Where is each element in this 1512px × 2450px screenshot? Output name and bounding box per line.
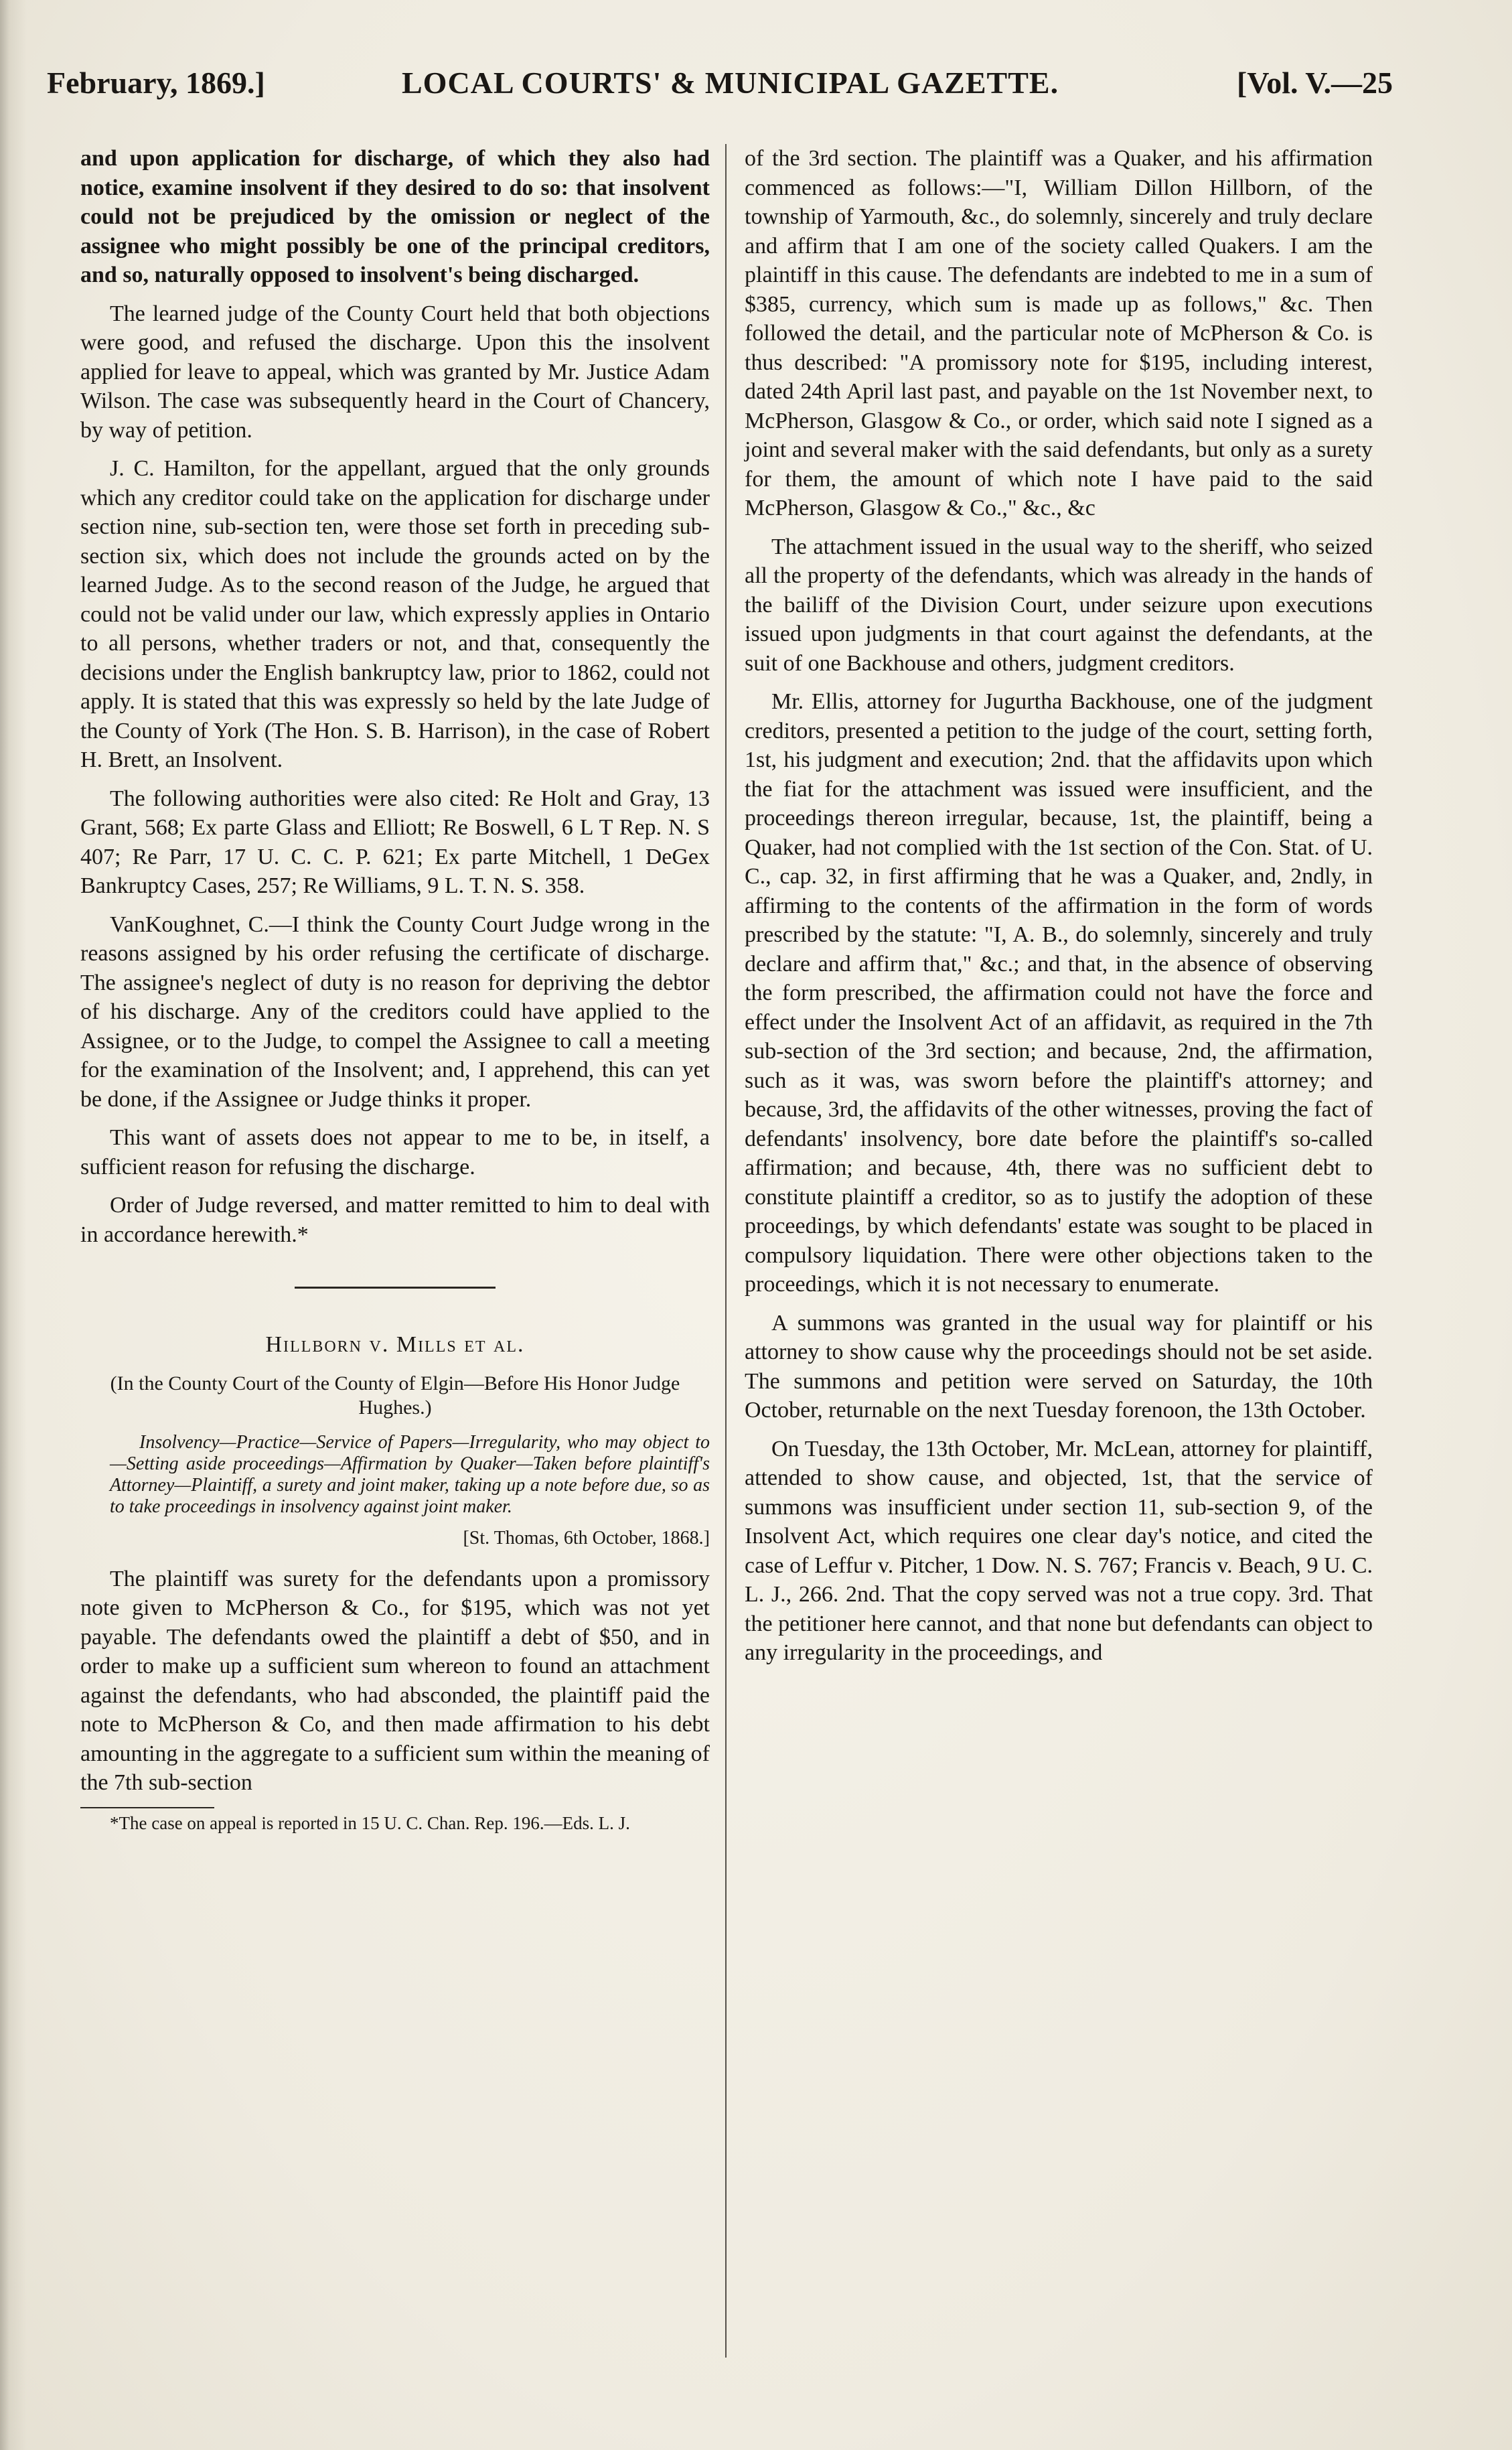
header-volume: [Vol. V.—25 bbox=[1236, 66, 1393, 100]
paragraph: The attachment issued in the usual way to the sheriff, who seized all the property of the defendants, which was already in the hands of the bailiff of the Division Court, under seizure upon executions issued upon judgments in that court against the defendants, at the suit of one Backhouse and others, judgment creditors. bbox=[745, 534, 1373, 676]
paragraph: This want of assets does not appear to me to be, in itself, a sufficient reason for refusing the discharge. bbox=[80, 1125, 710, 1179]
dateline: [St. Thomas, 6th October, 1868.] bbox=[463, 1527, 710, 1548]
footnote-rule bbox=[80, 1807, 214, 1808]
paragraph: The plaintiff was surety for the defendants upon a promissory note given to McPherson & Co., for $195, which was not yet payable. The defendants owed the plaintiff a debt of $50, and in order to make up a sufficient sum whereon to found an attachment against the defendants, who had absconded, the plaintiff paid the note to McPherson & Co, and then made affirmation to his debt amounting in the aggregate to a sufficient sum within the meaning of the 7th sub-section bbox=[80, 1566, 710, 1795]
paragraph: The following authorities were also cited: Re Holt and Gray, 13 Grant, 568; Ex parte Glass and Elliott; Re Boswell, 6 L T Rep. N. S 407; Re Parr, 17 U. C. C. P. 621; Ex parte Mitchell, 1 DeGex Bankruptcy Cases, 257; Re Williams, 9 L. T. N. S. 358. bbox=[80, 786, 710, 898]
paragraph: The learned judge of the County Court held that both objections were good, and refused the discharge. Upon this the insolvent applied for leave to appeal, which was granted by Mr. Justice Adam Wilson. The case was subsequently heard in the Court of Chancery, by way of petition. bbox=[80, 301, 710, 443]
paragraph: VanKoughnet, C.—I think the County Court Judge wrong in the reasons assigned by his order refusing the certificate of discharge. The assignee's neglect of duty is no reason for depriving the debtor of his discharge. Any of the creditors could have applied to the Assignee, or to the Judge, to compel the Assignee to call a meeting for the examination of the Insolvent; and, I apprehend, this can yet be done, if the Assignee or Judge thinks it proper. bbox=[80, 912, 710, 1112]
running-header bbox=[47, 59, 1393, 107]
paragraph: and upon application for discharge, of which they also had notice, examine insolvent if they desired to do so: that insolvent could not be prejudiced by the omission or neglect of the assignee who might possibly be one of the principal creditors, and so, naturally opposed to insolvent's being discharged. bbox=[80, 146, 710, 287]
paragraph: of the 3rd section. The plaintiff was a Quaker, and his affirmation commenced as follows:—"I, William Dillon Hillborn, of the township of Yarmouth, &c., do solemnly, sincerely and truly declare and affirm that I am one of the society called Quakers. I am the plaintiff in this cause. The defendants are indebted to me in a sum of $385, currency, which sum is made up as follows," &c. Then followed the detail, and the particular note of McPherson & Co. is thus described: "A promissory note for $195, including interest, dated 24th April last past, and payable on the 1st November next, to McPherson, Glasgow & Co., or order, which said note I signed as a joint and several maker with the said defendants, but only as a surety for them, the amount of which note I have paid to the said McPherson, Glasgow & Co.," &c., &c bbox=[745, 146, 1373, 520]
headnote: Insolvency—Practice—Service of Papers—Irregularity, who may object to—Setting aside proceedings—Affirmation by Quaker—Taken before plaintiff's Attorney—Plaintiff, a surety and joint maker, taking up a note before due, so as to take proceedings in insolvency against joint maker. bbox=[110, 1431, 710, 1517]
case-title: Hillborn v. Mills et al. bbox=[265, 1332, 525, 1357]
right-column bbox=[745, 144, 1373, 2368]
court-note: (In the County Court of the County of Elgin—Before His Honor Judge Hughes.) bbox=[110, 1372, 680, 1419]
footnote: *The case on appeal is reported in 15 U. C. Chan. Rep. 196.—Eds. L. J. bbox=[110, 1812, 630, 1833]
column-rule bbox=[725, 144, 727, 2358]
paragraph: On Tuesday, the 13th October, Mr. McLean, attorney for plaintiff, attended to show cause, and objected, 1st, that the service of summons was insufficient under section 11, sub-section 9, of the Insolvent Act, which requires one clear day's notice, and cited the case of Leffur v. Pitcher, 1 Dow. N. S. 767; Francis v. Beach, 9 U. C. L. J., 266. 2nd. That the copy served was not a true copy. 3rd. That the petitioner here cannot, and that none but defendants can object to any irregularity in the proceedings, and bbox=[745, 1436, 1373, 1665]
paragraph: J. C. Hamilton, for the appellant, argued that the only grounds which any creditor could take on the application for discharge under section nine, sub-section ten, were those set forth in preceding sub-section six, which does not include the grounds acted on by the learned Judge. As to the second reason of the Judge, he argued that could not be valid under our law, which expressly applies in Ontario to all persons, whether traders or not, and that, consequently the decisions under the English bankruptcy law, prior to 1862, could not apply. It is stated that this was expressly so held by the late Judge of the County of York (The Hon. S. B. Harrison), in the case of Robert H. Brett, an Insolvent. bbox=[80, 456, 710, 772]
scan-edge bbox=[0, 0, 27, 2450]
paragraph: Order of Judge reversed, and matter remitted to him to deal with in accordance herewith.* bbox=[80, 1193, 710, 1247]
header-date: February, 1869.] bbox=[47, 66, 265, 100]
left-column bbox=[80, 144, 710, 2361]
paragraph: Mr. Ellis, attorney for Jugurtha Backhouse, one of the judgment creditors, presented a petition to the judge of the court, setting forth, 1st, his judgment and execution; 2nd. that the affidavits upon which the fiat for the attachment was issued were insufficient, and the proceedings thereon irregular, because, 1st, the plaintiff, being a Quaker, had not complied with the 1st section of the Con. Stat. of U. C., cap. 32, in first affirming that he was a Quaker, and, 2ndly, in affirming to the contents of the affirmation in the form of words prescribed by the statute: "I, A. B., do solemnly, sincerely and truly declare and affirm that," &c.; and that, in the absence of observing the form prescribed, the affirmation could not have the force and effect under the Insolvent Act of an affidavit, as required in the 7th sub-section of the 3rd section; and because, 2nd, the affirmation, such as it was, was sworn before the plaintiff's attorney; and because, 3rd, the affidavits of the other witnesses, proving the fact of defendants' insolvency, bore date before the plaintiff's so-called affirmation; and because, 4th, there was no sufficient debt to constitute plaintiff a creditor, so as to justify the adoption of these proceedings, by which defendants' estate was sought to be placed in compulsory liquidation. There were other objections taken to the proceedings, which it is not necessary to enumerate. bbox=[745, 689, 1373, 1297]
header-title: LOCAL COURTS' & MUNICIPAL GAZETTE. bbox=[402, 66, 1059, 100]
paragraph: A summons was granted in the usual way for plaintiff or his attorney to show cause why the proceedings should not be set aside. The summons and petition were served on Saturday, the 10th October, returnable on the next Tuesday forenoon, the 13th October. bbox=[745, 1310, 1373, 1423]
section-divider bbox=[295, 1287, 496, 1289]
